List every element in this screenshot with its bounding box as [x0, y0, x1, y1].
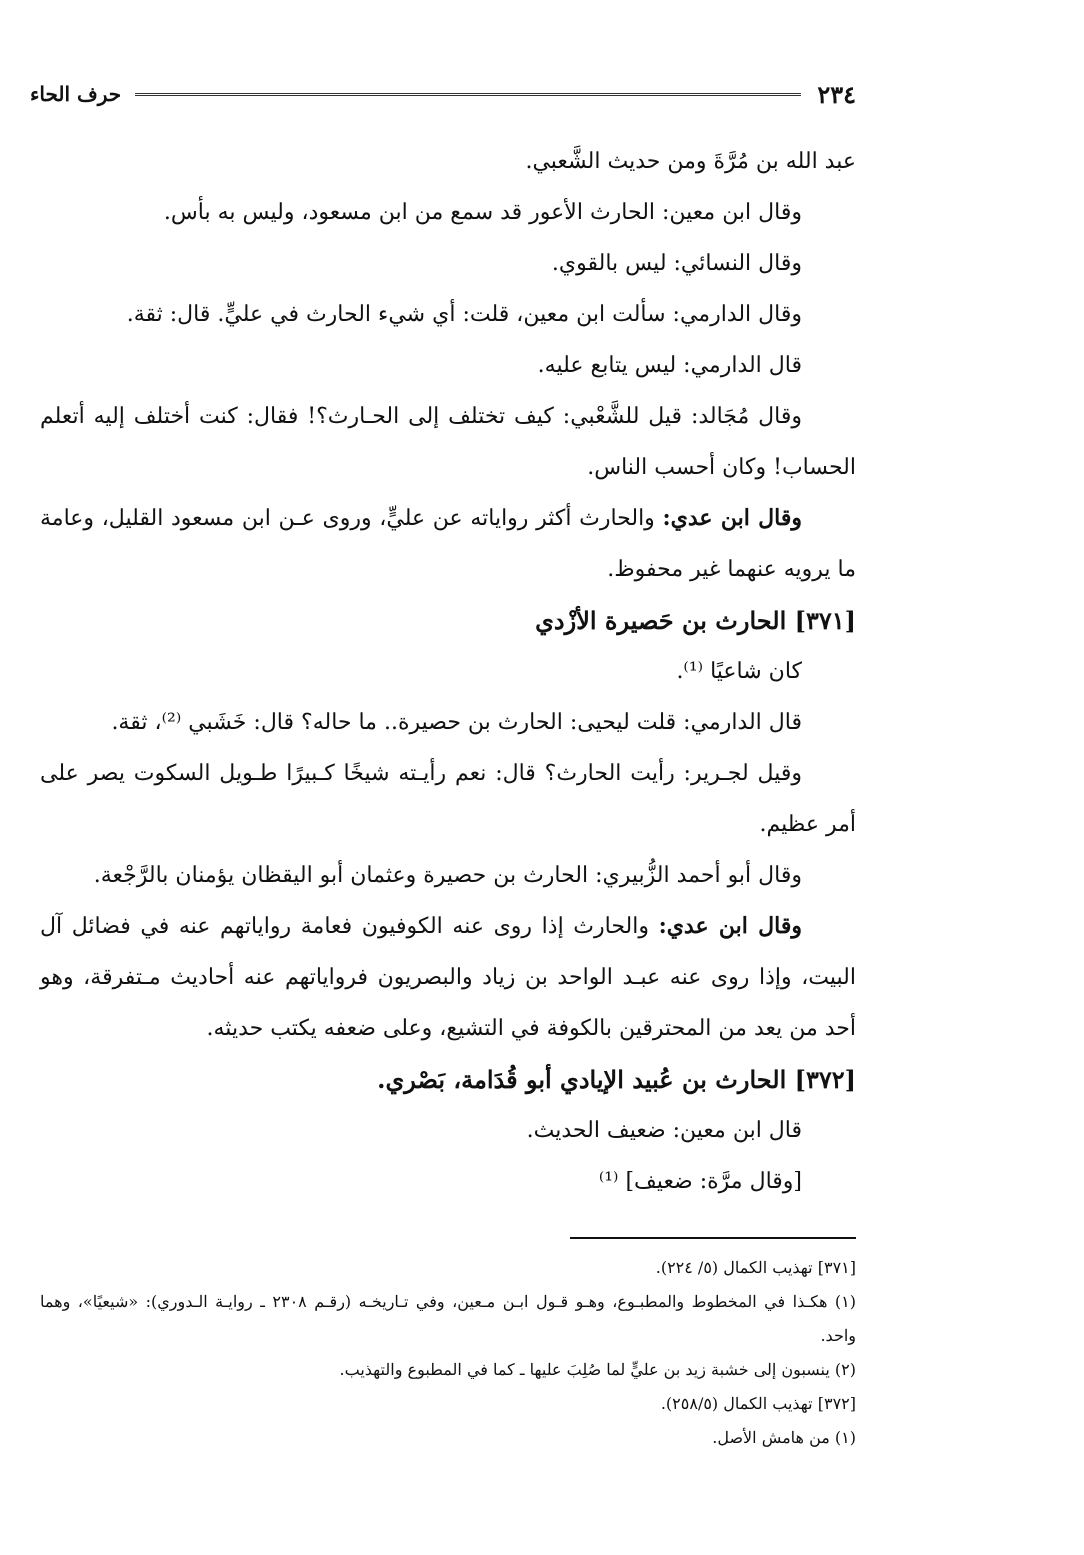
- footnote: (١) من هامش الأصل.: [712, 1428, 856, 1447]
- paragraph: وقال ابن معين: الحارث الأعور قد سمع من ابن مسعود، وليس به بأس.: [163, 200, 802, 225]
- header-rule: [135, 93, 801, 96]
- paragraph: وقال أبو أحمد الزُّبيري: الحارث بن حصيرة وعثمان أبو اليقظان يؤمنان بالرَّجْعة.: [93, 863, 802, 888]
- speaker-name: وقال ابن عدي:: [662, 505, 802, 531]
- footnote: (١) هكـذا في المخطوط والمطبـوع، وهـو قـول ابـن مـعين، وفي تـاريخـه (رقـم ٢٣٠٨ ـ روايـة الـدوري): «شيعيًا»، وهما واحد.: [40, 1292, 856, 1345]
- paragraph: [40, 493, 856, 595]
- footnotes: [40, 1251, 856, 1455]
- paragraph: عبد الله بن مُرَّةَ ومن حديث الشَّعبي.: [525, 149, 856, 174]
- footnote: [٣٧٢] تهذيب الكمال (٢٥٨/٥).: [660, 1394, 856, 1413]
- speaker-name: وقال ابن عدي:: [658, 913, 802, 939]
- paragraph: وقال النسائي: ليس بالقوي.: [551, 251, 802, 276]
- footnote-divider: [570, 1237, 856, 1239]
- main-text: [40, 136, 856, 1207]
- paragraph: قال الدارمي: ليس يتابع عليه.: [537, 353, 802, 378]
- paragraph: [وقال مرَّة: ضعيف] ⁽¹⁾: [598, 1169, 802, 1194]
- paragraph: وقيل لجـرير: رأيت الحارث؟ قال: نعم رأيـته شيخًا كـبيرًا طـويل السكوت يصر على أمر عظيم.: [40, 761, 856, 837]
- paragraph: [40, 901, 856, 1054]
- paragraph: كان شاعيًا ⁽¹⁾.: [676, 659, 802, 684]
- chapter-title: حرف الحاء: [30, 82, 122, 106]
- paragraph-text: والحارث أكثر رواياته عن عليٍّ، وروى عـن ابن مسعود القليل، وعامة ما يرويه عنهما غير محفوظ.: [40, 506, 856, 582]
- paragraph: قال الدارمي: قلت ليحيى: الحارث بن حصيرة.. ما حاله؟ قال: خَشَبي ⁽²⁾، ثقة.: [111, 710, 802, 735]
- paragraph: قال ابن معين: ضعيف الحديث.: [526, 1118, 802, 1143]
- footnote: (٢) ينسبون إلى خشبة زيد بن عليٍّ لما صُلِبَ عليها ـ كما في المطبوع والتهذيب.: [339, 1360, 856, 1379]
- paragraph: وقال الدارمي: سألت ابن معين، قلت: أي شيء الحارث في عليٍّ. قال: ثقة.: [126, 302, 802, 327]
- page-header: [30, 76, 856, 112]
- entry-heading-371: [٣٧١] الحارث بن حَصيرة الأزْدي: [535, 606, 856, 635]
- footnote: [٣٧١] تهذيب الكمال (٥/ ٢٢٤).: [655, 1258, 856, 1277]
- entry-heading-372: [٣٧٢] الحارث بن عُبيد الإيادي أبو قُدَامة، بَصْري.: [377, 1065, 856, 1094]
- paragraph-text: والحارث إذا روى عنه الكوفيون فعامة رواياتهم عنه في فضائل آل البيت، وإذا روى عنه عبـد الواحد بن زياد والبصريون فرواياتهم عنه أحاديث مـتفرقة، وهو أحد من يعد من المحترقين بالكوفة في التشيع، وعلى ضعفه يكتب حديثه.: [40, 914, 856, 1041]
- page-number: ٢٣٤: [817, 79, 856, 109]
- paragraph: وقال مُجَالد: قيل للشَّعْبي: كيف تختلف إلى الحـارث؟! فقال: كنت أختلف إليه أتعلم الحساب! وكان أحسب الناس.: [40, 404, 856, 480]
